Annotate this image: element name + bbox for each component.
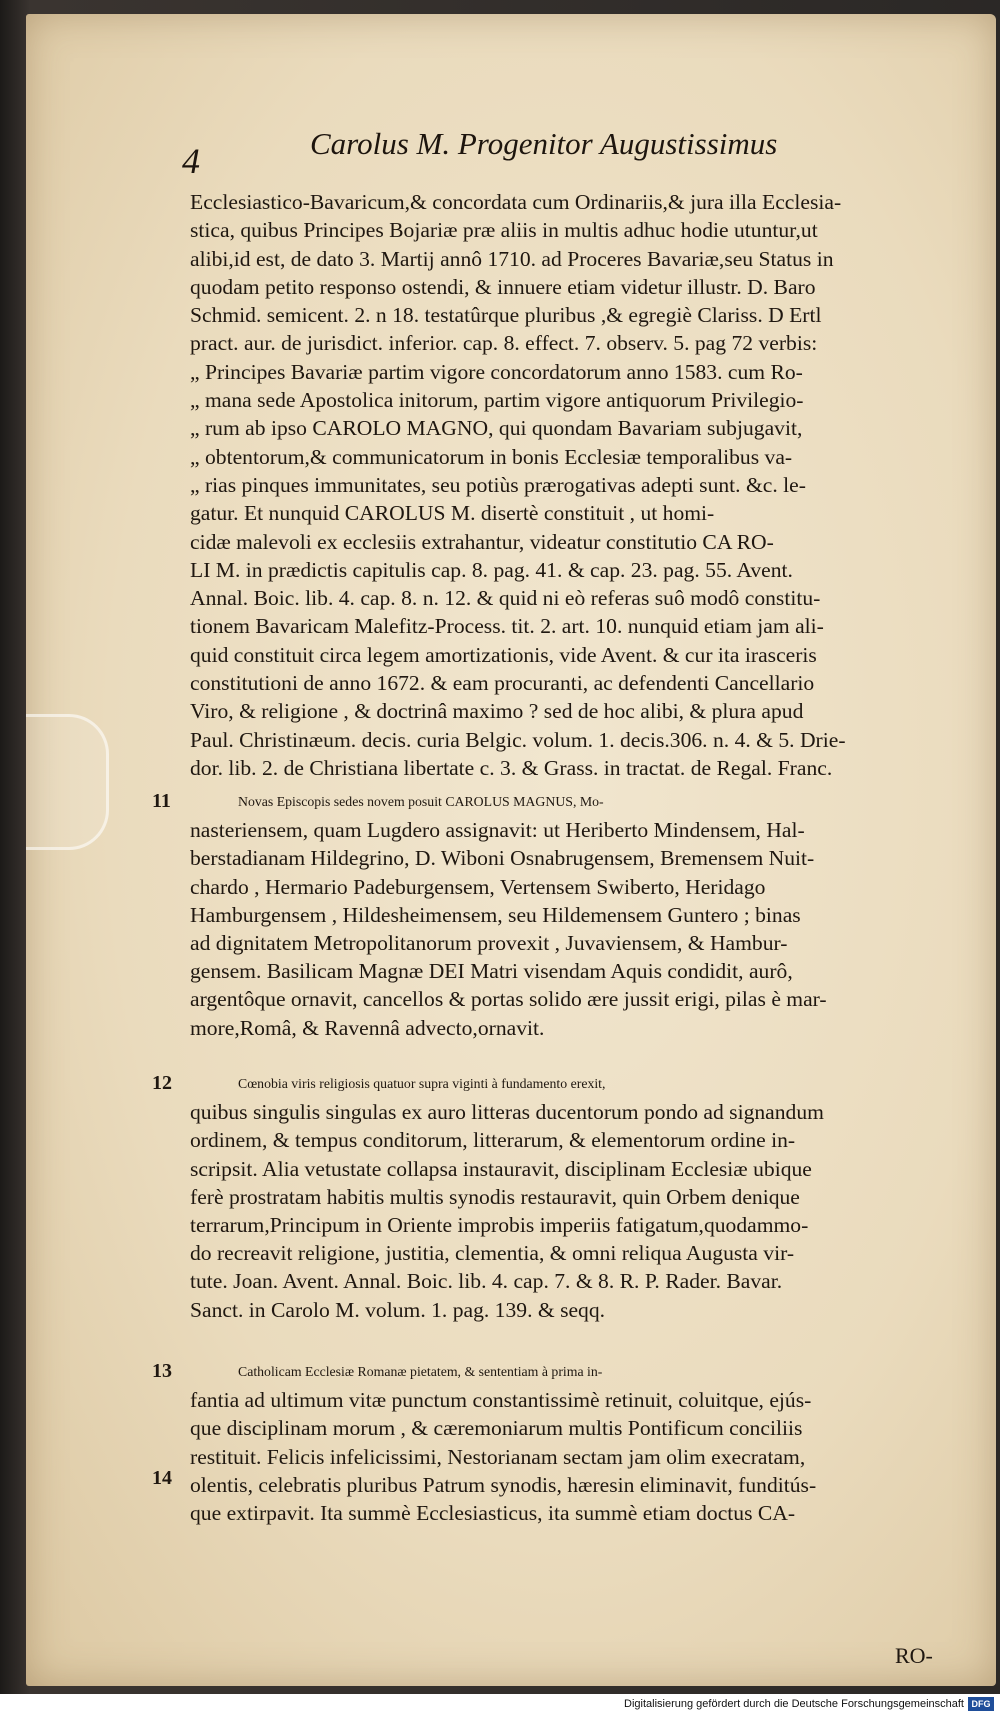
text-line: constitutioni de anno 1672. & eam procuranti, ac defendenti Cancellario xyxy=(190,671,815,696)
text-line: Paul. Christinæum. decis. curia Belgic. volum. 1. decis.306. n. 4. & 5. Drie- xyxy=(190,727,846,752)
text-line: nasteriensem, quam Lugdero assignavit: ut Heriberto Mindensem, Hal- xyxy=(190,818,805,843)
paragraph-2 xyxy=(190,788,930,1042)
text-line: alibi,id est, de dato 3. Martij annô 1710. ad Proceres Bavariæ,seu Status in xyxy=(190,246,834,271)
text-line: Sanct. in Carolo M. volum. 1. pag. 139. & seqq. xyxy=(190,1297,606,1322)
text-line: quibus singulis singulas ex auro litteras ducentorum pondo ad signandum xyxy=(190,1100,824,1125)
paper-clip xyxy=(26,714,109,850)
text-line: ordinem, & tempus conditorum, litterarum, & elementorum ordine in- xyxy=(190,1128,796,1153)
text-line: ad dignitatem Metropolitanorum provexit , Juvaviensem, & Hambur- xyxy=(190,931,788,956)
text-line: Ecclesiastico-Bavaricum,& concordata cum Ordinariis,& jura illa Ecclesia- xyxy=(190,190,842,214)
text-line: berstadianam Hildegrino, D. Wiboni Osnabrugensem, Bremensem Nuit- xyxy=(190,846,815,871)
text-line: Cœnobia viris religiosis quatuor supra viginti à fundamento erexit, xyxy=(238,1076,606,1091)
running-title: Carolus M. Progenitor Augustissimus xyxy=(310,126,778,161)
text-line: „ rias pinques immunitates, seu potiùs prærogativas adepti sunt. &c. le- xyxy=(190,472,806,497)
catchword: RO- xyxy=(895,1643,933,1668)
text-line: que extirpavit. Ita summè Ecclesiasticus, ita summè etiam doctus CA- xyxy=(190,1501,796,1526)
marginal-number-14: 14 xyxy=(152,1467,172,1489)
text-line: scripsit. Alia vetustate collapsa instauravit, disciplinam Ecclesiæ ubique xyxy=(190,1156,812,1181)
text-line: quid constituit circa legem amortizationis, vide Avent. & cur ita irasceris xyxy=(190,642,817,667)
paragraph-4 xyxy=(190,1358,930,1527)
text-line: Catholicam Ecclesiæ Romanæ pietatem, & sententiam à prima in- xyxy=(238,1364,603,1379)
text-line: quodam petito responso ostendi, & innuere etiam videtur illustr. D. Baro xyxy=(190,274,816,299)
paragraph-1 xyxy=(190,188,930,782)
text-line: „ Principes Bavariæ partim vigore concordatorum anno 1583. cum Ro- xyxy=(190,359,803,384)
text-line: Viro, & religione , & doctrinâ maximo ? sed de hoc alibi, & plura apud xyxy=(190,699,804,724)
text-line: LI M. in prædictis capitulis cap. 8. pag. 41. & cap. 23. pag. 55. Avent. xyxy=(190,557,793,582)
text-line: Annal. Boic. lib. 4. cap. 8. n. 12. & quid ni eò referas suô modô constitu- xyxy=(190,586,821,611)
text-line: Novas Episcopis sedes novem posuit CAROLUS MAGNUS, Mo- xyxy=(238,794,604,809)
text-line: „ obtentorum,& communicatorum in bonis Ecclesiæ temporalibus va- xyxy=(190,444,793,469)
text-line: que disciplinam morum , & cæremoniarum multis Pontificum conciliis xyxy=(190,1416,803,1441)
text-line: dor. lib. 2. de Christiana libertate c. 3. & Grass. in tractat. de Regal. Franc. xyxy=(190,755,833,780)
text-line: tionem Bavaricam Malefitz-Process. tit. 2. art. 10. nunquid etiam jam ali- xyxy=(190,614,824,639)
text-line: chardo , Hermario Padeburgensem, Vertensem Swiberto, Heridago xyxy=(190,874,766,899)
text-line: more,Româ, & Ravennâ advecto,ornavit. xyxy=(190,1015,545,1040)
text-line: tute. Joan. Avent. Annal. Boic. lib. 4. cap. 7. & 8. R. P. Rader. Bavar. xyxy=(190,1269,783,1294)
marginal-number-12: 12 xyxy=(152,1072,172,1094)
text-line: olentis, celebratis pluribus Patrum synodis, hæresin eliminavit, funditús- xyxy=(190,1472,817,1497)
text-line: Schmid. semicent. 2. n 18. testatûrque pluribus ,& egregiè Clariss. D Ertl xyxy=(190,303,822,328)
text-line: stica, quibus Principes Bojariæ præ aliis in multis adhuc hodie utuntur,ut xyxy=(190,218,818,243)
paragraph-3 xyxy=(190,1070,930,1324)
text-line: gatur. Et nunquid CAROLUS M. disertè constituit , ut homi- xyxy=(190,501,715,526)
page-number: 4 xyxy=(182,141,200,181)
marginal-number-13: 13 xyxy=(152,1360,172,1382)
text-line: terrarum,Principum in Oriente improbis imperiis fatigatum,quodammo- xyxy=(190,1213,809,1238)
footer-credit: Digitalisierung gefördert durch die Deutsche Forschungsgemeinschaft xyxy=(624,1698,964,1710)
text-line: pract. aur. de jurisdict. inferior. cap. 8. effect. 7. observ. 5. pag 72 verbis: xyxy=(190,331,818,356)
text-line: gensem. Basilicam Magnæ DEI Matri visendam Aquis condidit, aurô, xyxy=(190,959,793,984)
dfg-logo: DFG xyxy=(968,1697,994,1711)
text-line: „ mana sede Apostolica initorum, partim vigore antiquorum Privilegio- xyxy=(190,388,804,413)
text-line: cidæ malevoli ex ecclesiis extrahantur, videatur constitutio CA RO- xyxy=(190,529,774,554)
text-line: do recreavit religione, justitia, clementia, & omni reliqua Augusta vir- xyxy=(190,1241,795,1266)
text-line: fantia ad ultimum vitæ punctum constantissimè retinuit, coluitque, ejús- xyxy=(190,1388,812,1413)
text-line: Hamburgensem , Hildesheimensem, seu Hildemensem Guntero ; binas xyxy=(190,902,801,927)
text-line: „ rum ab ipso CAROLO MAGNO, qui quondam Bavariam subjugavit, xyxy=(190,416,803,441)
text-line: ferè prostratam habitis multis synodis restauravit, quin Orbem denique xyxy=(190,1184,800,1209)
text-line: restituit. Felicis infelicissimi, Nestorianam sectam jam olim execratam, xyxy=(190,1444,806,1469)
marginal-number-11: 11 xyxy=(152,790,171,812)
text-line: argentôque ornavit, cancellos & portas solido ære jussit erigi, pilas è mar- xyxy=(190,987,827,1012)
footer-bar xyxy=(0,1694,1000,1715)
